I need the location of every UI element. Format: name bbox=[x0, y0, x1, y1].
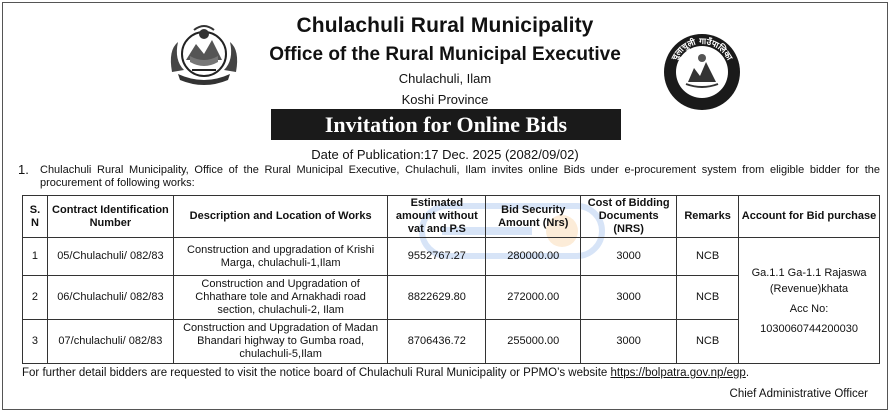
table-row bbox=[23, 238, 880, 276]
publication-date: Date of Publication:17 Dec. 2025 (2082/09/02) bbox=[311, 147, 579, 162]
cell-description: Construction and Upgradation of Chhathare tole and Arnakhadi road section, chulachuli-2, Ilam bbox=[173, 276, 388, 320]
bids-table bbox=[22, 195, 880, 364]
cell-sn: 2 bbox=[23, 276, 48, 320]
signatory-title: Chief Administrative Officer bbox=[729, 388, 868, 400]
office-title: Office of the Rural Municipal Executive bbox=[269, 44, 621, 65]
col-security: Bid Security Amount (Nrs) bbox=[486, 196, 581, 238]
cell-security: 255000.00 bbox=[486, 320, 581, 364]
cell-cost: 3000 bbox=[581, 276, 677, 320]
intro-text: Chulachuli Rural Municipality, Office of the Rural Municipal Executive, Chulachuli, Ilam invites online Bids under e-procurement system from eligible bidder for the procurement of following works: bbox=[40, 164, 880, 189]
intro-paragraph bbox=[18, 162, 880, 190]
cell-sn: 1 bbox=[23, 238, 48, 276]
cell-contract-id: 05/Chulachuli/ 082/83 bbox=[47, 238, 173, 276]
footer-text: For further detail bidders are requested to visit the notice board of Chulachuli Rural Municipality or PPMO’s website bbox=[22, 367, 611, 379]
account-number: 1030060744200030 bbox=[760, 322, 858, 335]
location-line: Chulachuli, Ilam bbox=[398, 71, 492, 86]
cell-sn: 3 bbox=[23, 320, 48, 364]
cell-contract-id: 07/chulachuli/ 082/83 bbox=[47, 320, 173, 364]
footer-note bbox=[22, 367, 749, 379]
col-contract-id: Contract Identification Number bbox=[47, 196, 173, 238]
cell-remarks: NCB bbox=[677, 238, 739, 276]
col-remarks: Remarks bbox=[677, 196, 739, 238]
logo-top-text: चुलाचुली गाउँपालिका bbox=[670, 36, 734, 63]
province-line: Koshi Province bbox=[401, 92, 489, 107]
cell-description: Construction and Upgradation of Madan Bhandari highway to Gumba road, chulachuli-5,Ilam bbox=[173, 320, 388, 364]
col-estimated: Estimated amount without vat and P.S bbox=[388, 196, 486, 238]
cell-account bbox=[739, 238, 880, 364]
notice-banner: Invitation for Online Bids bbox=[271, 109, 621, 140]
cell-remarks: NCB bbox=[677, 276, 739, 320]
cell-cost: 3000 bbox=[581, 238, 677, 276]
ppmo-link[interactable]: https://bolpatra.gov.np/egp bbox=[610, 367, 746, 379]
cell-description: Construction and upgradation of Krishi Marga, chulachuli-1,Ilam bbox=[173, 238, 388, 276]
col-sn: S. N bbox=[23, 196, 48, 238]
col-cost: Cost of Bidding Documents (NRS) bbox=[581, 196, 677, 238]
account-line-1: Ga.1.1 Ga-1.1 Rajaswa bbox=[751, 266, 867, 279]
cell-contract-id: 06/Chulachuli/ 082/83 bbox=[47, 276, 173, 320]
col-account: Account for Bid purchase bbox=[739, 196, 880, 238]
cell-estimated: 9552767.27 bbox=[388, 238, 486, 276]
cell-estimated: 8822629.80 bbox=[388, 276, 486, 320]
cell-security: 272000.00 bbox=[486, 276, 581, 320]
account-line-2: (Revenue)khata bbox=[769, 282, 849, 295]
col-description: Description and Location of Works bbox=[173, 196, 388, 238]
table-header-row bbox=[23, 196, 880, 238]
footer-end: . bbox=[745, 367, 750, 379]
account-line-3: Acc No: bbox=[789, 302, 829, 315]
cell-security: 280000.00 bbox=[486, 238, 581, 276]
municipality-title: Chulachuli Rural Municipality bbox=[296, 14, 594, 37]
cell-remarks: NCB bbox=[677, 320, 739, 364]
cell-estimated: 8706436.72 bbox=[388, 320, 486, 364]
intro-number: 1. bbox=[18, 162, 29, 177]
cell-cost: 3000 bbox=[581, 320, 677, 364]
logo-bottom-text: इलाम bbox=[695, 87, 709, 96]
